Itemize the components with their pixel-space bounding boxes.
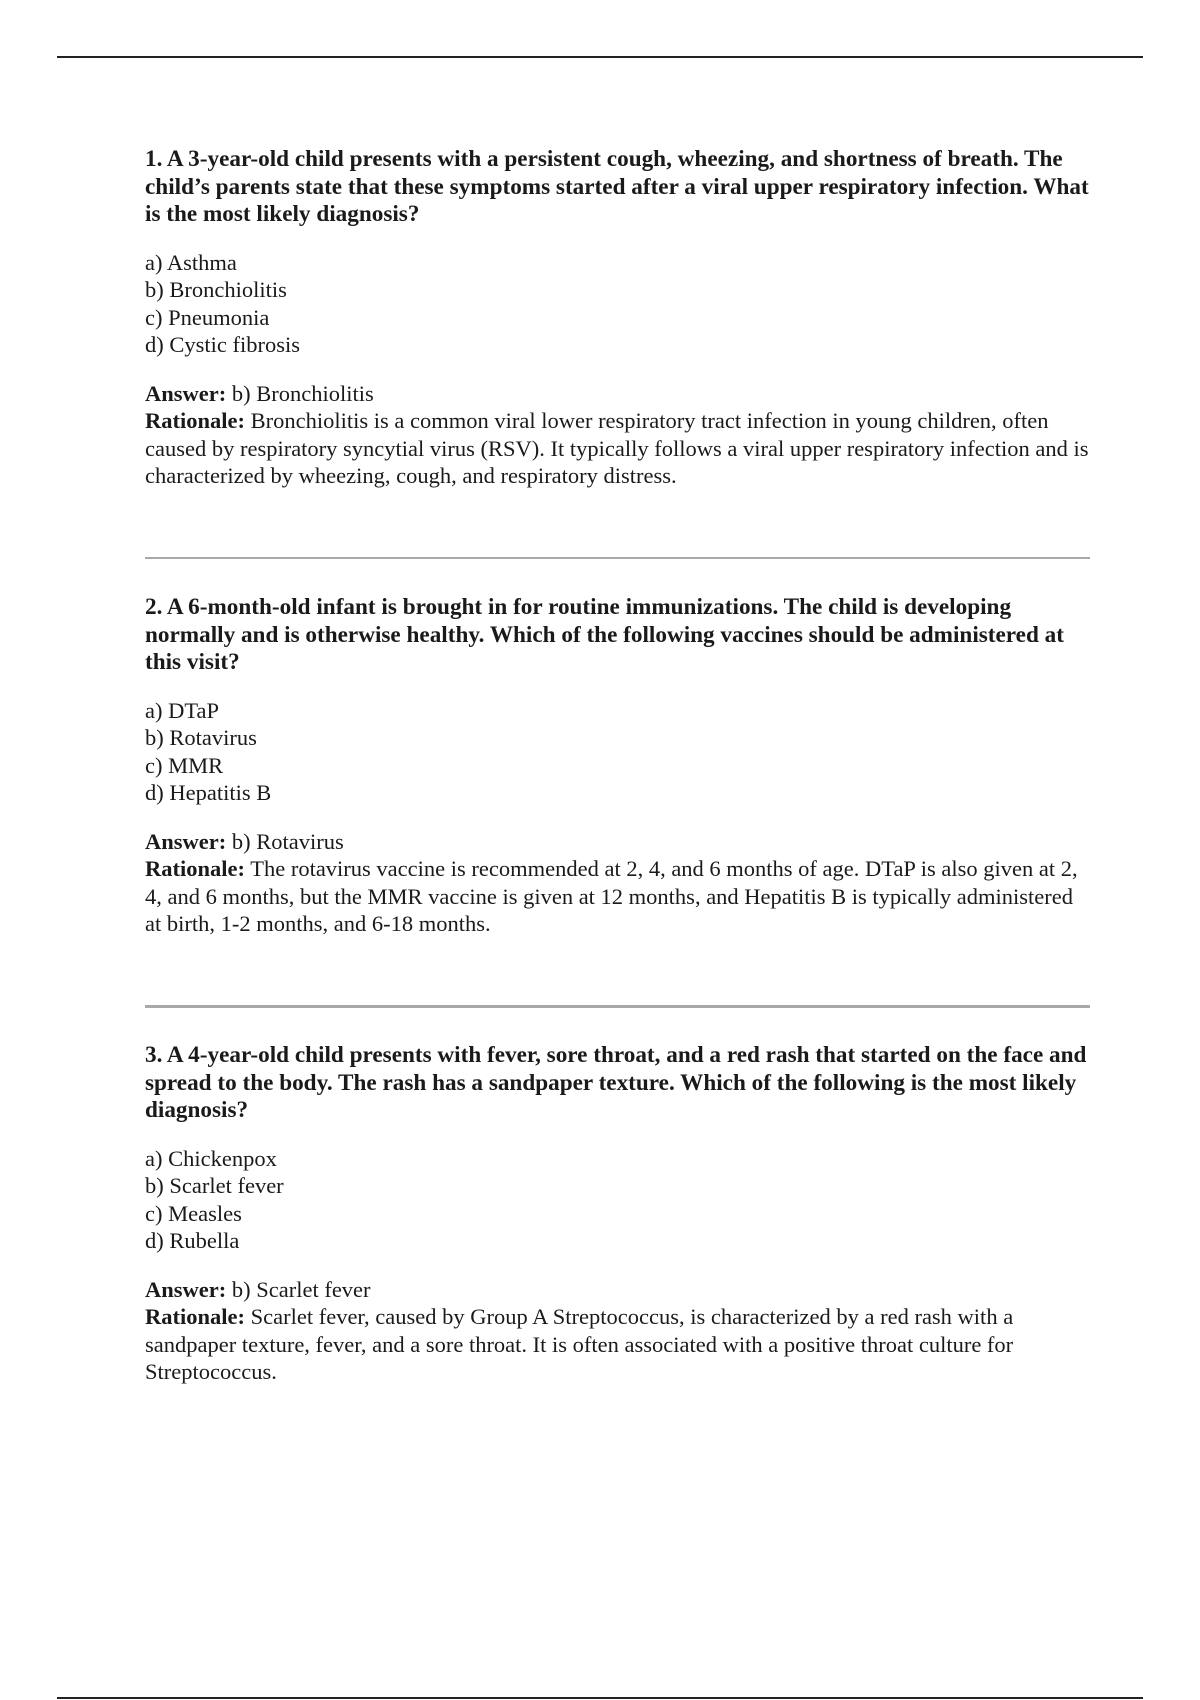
option-a: a) Chickenpox xyxy=(145,1145,277,1171)
page-top-rule xyxy=(57,56,1143,58)
answer-line xyxy=(145,828,1090,856)
answer-line xyxy=(145,1276,1090,1304)
option-a: a) Asthma xyxy=(145,249,237,275)
question-separator-2 xyxy=(145,1005,1090,1008)
option-b: b) Bronchiolitis xyxy=(145,277,287,302)
option-d: d) Hepatitis B xyxy=(145,780,272,805)
rationale-label: Rationale: xyxy=(145,856,245,881)
page-bottom-rule xyxy=(57,1697,1143,1699)
rationale-text: Scarlet fever, caused by Group A Streptococcus, is characterized by a red rash with a sandpaper texture, fever, and a sore throat. It is often associated with a positive throat culture for Streptococcus. xyxy=(145,1304,1014,1384)
answer-label: Answer: xyxy=(145,380,227,406)
option-d: d) Rubella xyxy=(145,1228,240,1253)
answer-value: b) Bronchiolitis xyxy=(231,380,374,406)
option-b: b) Scarlet fever xyxy=(145,1173,284,1198)
option-d: d) Cystic fibrosis xyxy=(145,332,300,357)
rationale-label: Rationale: xyxy=(145,1304,245,1329)
answer-line xyxy=(145,380,1090,408)
options-list xyxy=(145,1145,1090,1255)
options-list xyxy=(145,249,1090,359)
rationale xyxy=(145,1303,1090,1386)
rationale-text: The rotavirus vaccine is recommended at 2, 4, and 6 months of age. DTaP is also given at 2, 4, and 6 months, but the MMR vaccine is given at 12 months, and Hepatitis B is typically administered at birth, 1-2 months, and 6-18 months. xyxy=(145,856,1078,936)
question-block-3 xyxy=(145,1042,1090,1386)
rationale xyxy=(145,407,1090,490)
option-c: c) Measles xyxy=(145,1200,242,1226)
answer-label: Answer: xyxy=(145,828,227,854)
answer-value: b) Rotavirus xyxy=(231,828,344,854)
question-block-2 xyxy=(145,594,1090,938)
rationale xyxy=(145,855,1090,938)
option-c: c) MMR xyxy=(145,752,224,778)
question-text: 1. A 3-year-old child presents with a persistent cough, wheezing, and shortness of breath. The child’s parents state that these symptoms started after a viral upper respiratory infection. What is the most likely diagnosis? xyxy=(145,146,1089,227)
option-b: b) Rotavirus xyxy=(145,725,257,750)
answer-value: b) Scarlet fever xyxy=(231,1276,371,1302)
question-separator-1 xyxy=(145,557,1090,559)
rationale-text: Bronchiolitis is a common viral lower respiratory tract infection in young children, often caused by respiratory syncytial virus (RSV). It typically follows a viral upper respiratory infection and is characterized by wheezing, cough, and respiratory distress. xyxy=(145,408,1089,488)
answer-label: Answer: xyxy=(145,1276,227,1302)
question-block-1 xyxy=(145,146,1090,490)
rationale-label: Rationale: xyxy=(145,408,245,433)
question-text: 3. A 4-year-old child presents with fever, sore throat, and a red rash that started on the face and spread to the body. The rash has a sandpaper texture. Which of the following is the most likely diagnosis? xyxy=(145,1042,1087,1123)
option-a: a) DTaP xyxy=(145,697,220,723)
option-c: c) Pneumonia xyxy=(145,304,270,330)
options-list xyxy=(145,697,1090,807)
question-text: 2. A 6-month-old infant is brought in for routine immunizations. The child is developing normally and is otherwise healthy. Which of the following vaccines should be administered at this visit? xyxy=(145,594,1064,675)
